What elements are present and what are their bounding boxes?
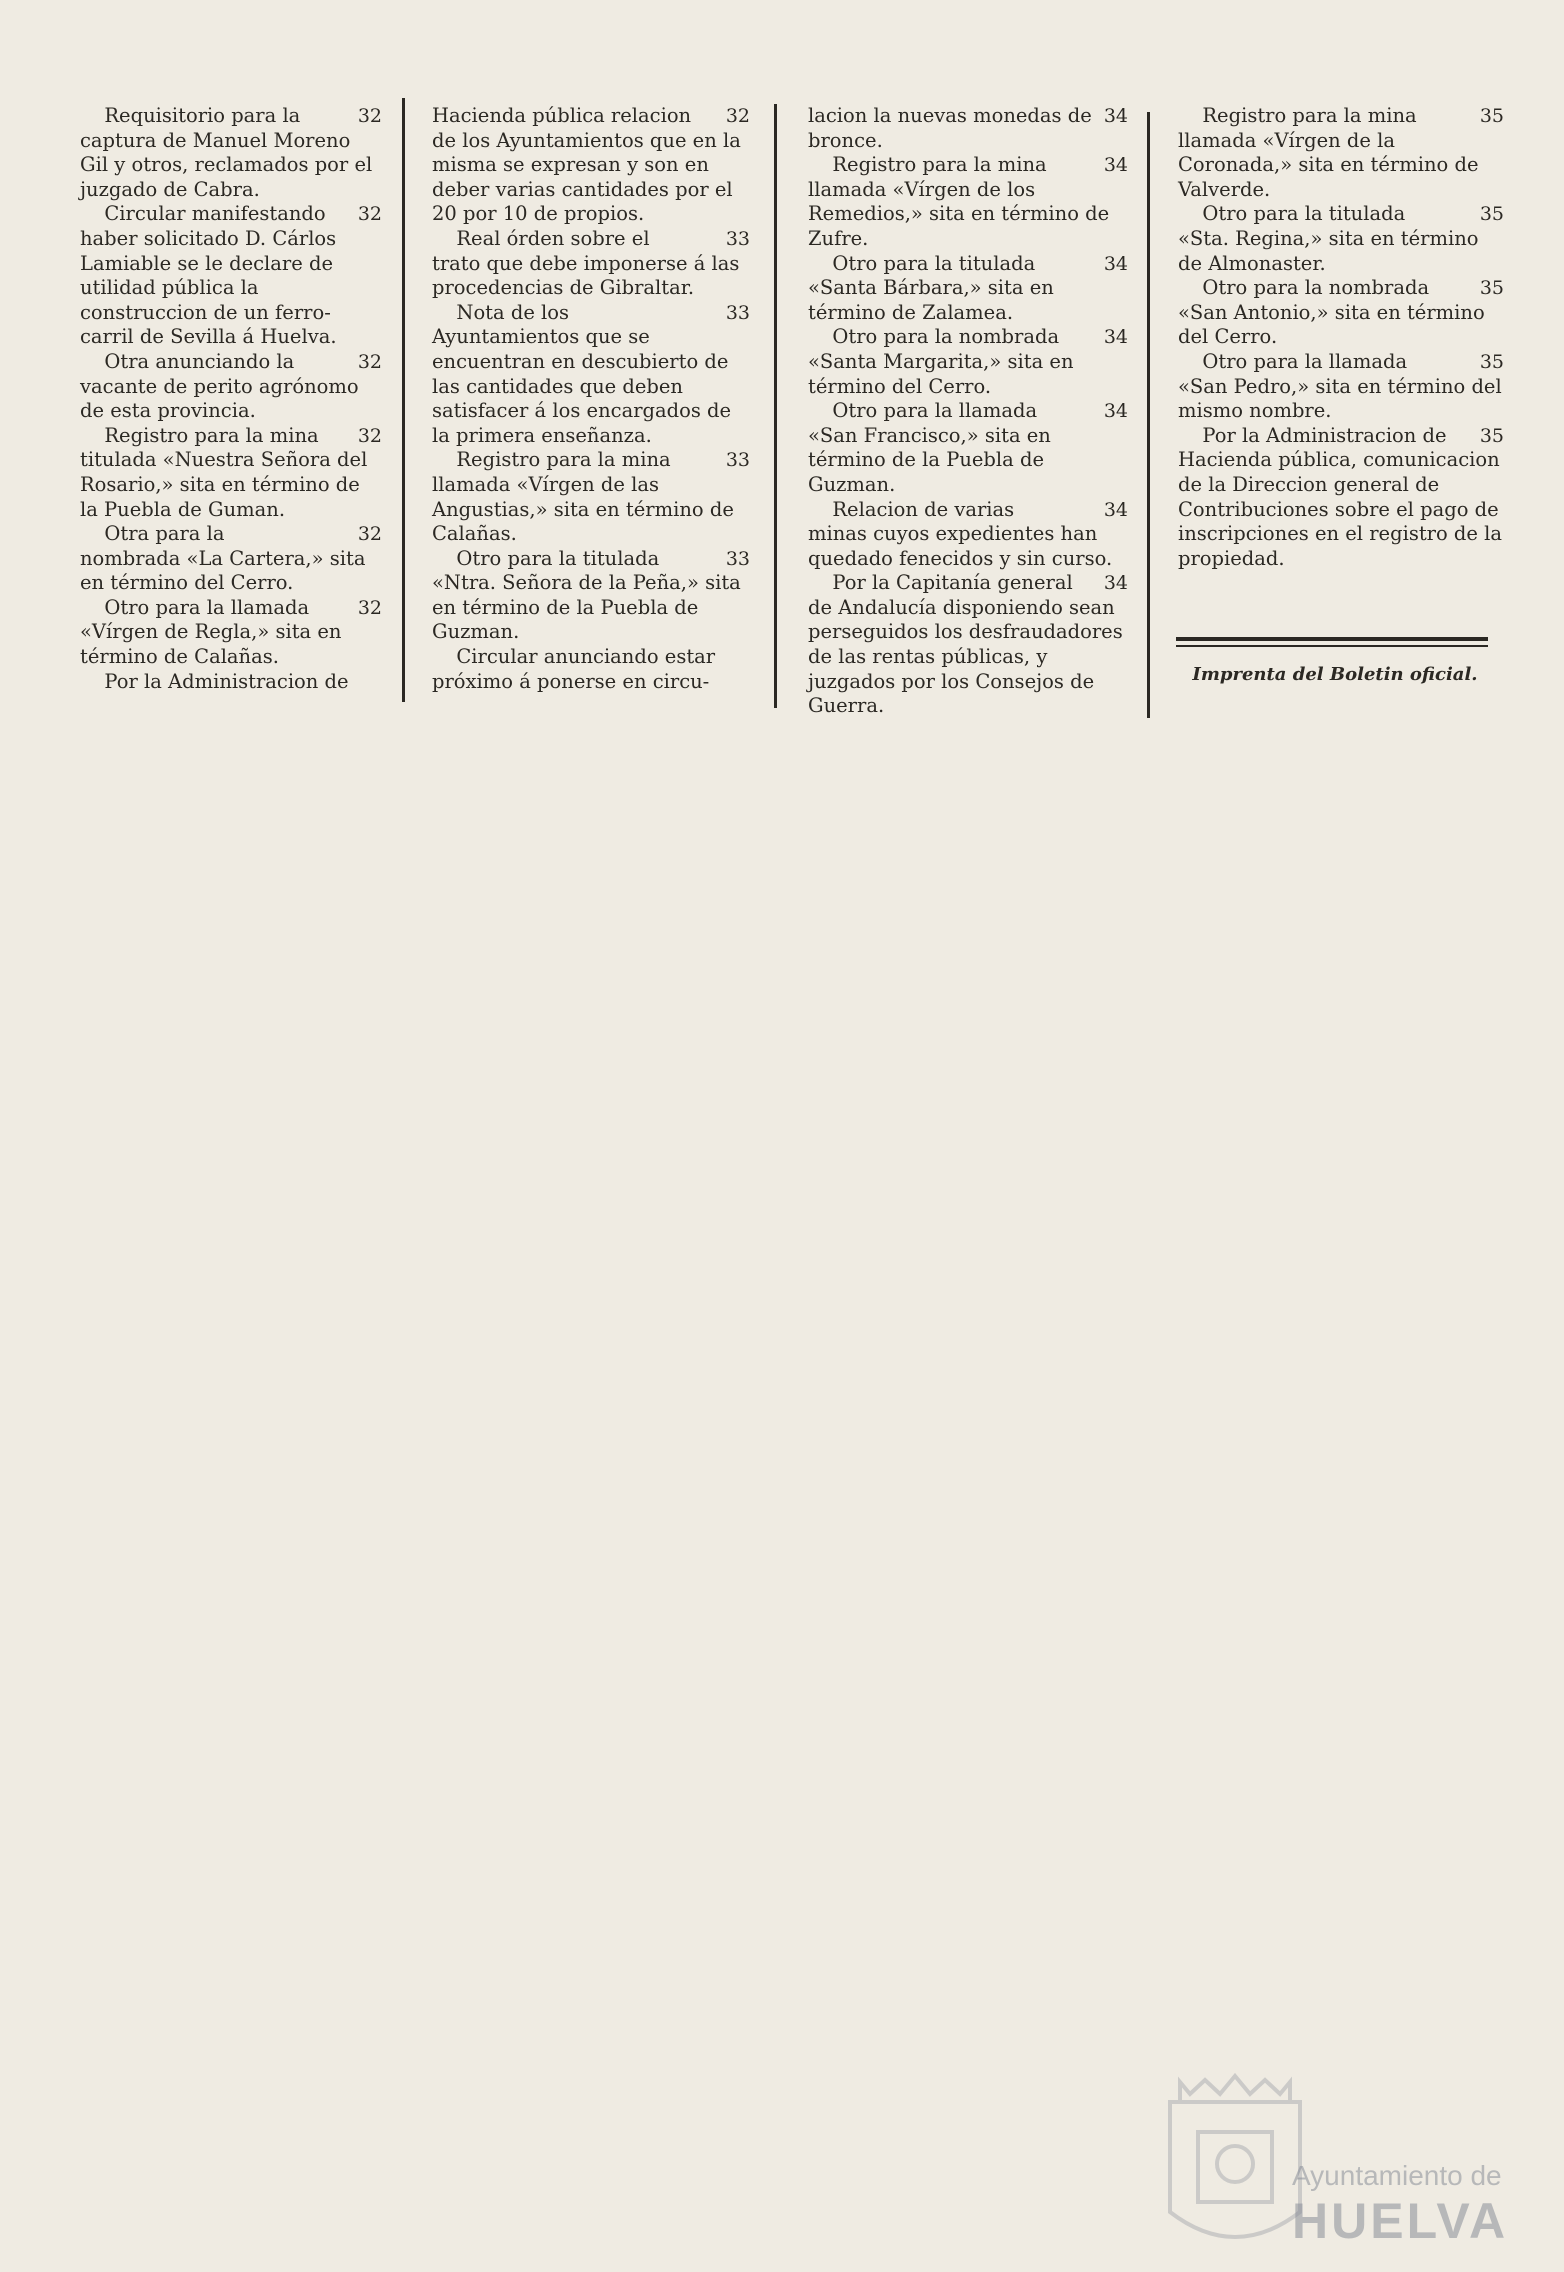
index-entry	[808, 252, 1128, 326]
index-column-2	[432, 104, 750, 694]
page-number: 34	[1103, 326, 1128, 349]
entry-text: Real órden sobre el trato que debe imponerse á las procedencias de Gibraltar.	[432, 226, 740, 300]
page-number: 35	[1479, 350, 1504, 373]
index-entry	[808, 153, 1128, 251]
entry-text: Otro para la nombrada «Santa Margarita,» sita en término del Cerro.	[808, 325, 1074, 398]
entry-text: Otro para la titulada «Sta. Regina,» sita en término de Almonaster.	[1178, 202, 1479, 275]
page-number: 33	[725, 227, 750, 250]
entry-text: Otra para la nombrada «La Cartera,» sita en término del Cerro.	[80, 522, 366, 595]
page-number: 34	[1103, 498, 1128, 521]
page-number: 35	[1479, 277, 1504, 300]
index-entry	[432, 227, 750, 301]
footer-rule	[1176, 645, 1488, 647]
footer-rule	[1176, 637, 1488, 641]
entry-text: Otro para la nombrada «San Antonio,» sita en término del Cerro.	[1178, 276, 1485, 349]
entry-text: Otro para la llamada «San Francisco,» sita en término de la Puebla de Guzman.	[808, 399, 1051, 496]
entry-text: Registro para la mina llamada «Vírgen de las Angustias,» sita en término de Calañas.	[432, 448, 734, 546]
index-entry	[808, 325, 1128, 399]
index-entry	[432, 645, 750, 694]
page-number: 32	[725, 105, 750, 127]
index-entry	[1178, 350, 1504, 424]
page-number: 34	[1103, 154, 1128, 177]
column-rule	[774, 104, 777, 708]
entry-text: Por la Administracion de	[104, 669, 349, 693]
entry-text: Requisitorio para la captura de Manuel Moreno Gil y otros, reclamados por el juzgado de Cabra.	[80, 104, 373, 201]
page-number: 32	[357, 523, 382, 546]
page-number: 34	[1103, 572, 1128, 595]
page-number: 34	[1103, 252, 1128, 275]
entry-text: Registro para la mina llamada «Vírgen de los Remedios,» sita en término de Zufre.	[808, 153, 1110, 250]
index-column-3	[808, 104, 1128, 719]
page-number: 33	[725, 301, 750, 324]
index-entry	[80, 202, 382, 350]
entry-text: Por la Administracion de Hacienda pública, comunicacion de la Direccion general de Contribuciones sobre el pago de inscripciones en el registro de la propiedad.	[1178, 423, 1503, 570]
page-number: 33	[725, 449, 750, 472]
page-number: 32	[357, 596, 382, 619]
index-entry	[432, 547, 750, 645]
index-entry	[808, 498, 1128, 572]
index-entry	[432, 448, 750, 546]
index-entry	[432, 104, 750, 227]
index-entry	[80, 424, 382, 522]
index-column-4	[1178, 104, 1504, 571]
watermark-line2: HUELVA	[1292, 2193, 1509, 2249]
page-number: 32	[357, 350, 382, 373]
index-entry	[80, 522, 382, 596]
index-entry	[1178, 276, 1504, 350]
column-rule	[1147, 112, 1150, 718]
watermark-line1: Ayuntamiento de	[1292, 2160, 1502, 2191]
index-entry	[1178, 424, 1504, 572]
entry-text: Otro para la titulada «Ntra. Señora de la Peña,» sita en término de la Puebla de Guzman.	[432, 546, 741, 644]
entry-text: Registro para la mina llamada «Vírgen de la Coronada,» sita en término de Valverde.	[1178, 104, 1479, 201]
page-number: 35	[1479, 424, 1504, 447]
page-number: 32	[357, 424, 382, 447]
entry-text: Relacion de varias minas cuyos expedientes han quedado fenecidos y sin curso.	[808, 497, 1113, 570]
entry-text: Registro para la mina titulada «Nuestra Señora del Rosario,» sita en término de la Puebla de Guman.	[80, 423, 368, 521]
index-entry	[80, 104, 382, 202]
page-number: 32	[357, 203, 382, 226]
index-entry	[808, 571, 1128, 719]
entry-text: Hacienda pública relacion de los Ayuntamientos que en la misma se expresan y son en deber varias cantidades por el 20 por 10 de propios.	[432, 104, 741, 226]
entry-text: Por la Capitanía general de Andalucía disponiendo sean perseguidos los desfraudadores de las rentas públicas, y juzgados por los Consejos de Guerra.	[808, 571, 1123, 718]
index-entry	[80, 670, 382, 695]
page-number: 32	[357, 105, 382, 127]
entry-text: lacion la nuevas monedas de bronce.	[808, 104, 1092, 152]
entry-text: Otro para la llamada «Vírgen de Regla,» sita en término de Calañas.	[80, 595, 342, 669]
entry-text: Otro para la llamada «San Pedro,» sita en término del mismo nombre.	[1178, 349, 1502, 423]
page-number: 33	[725, 547, 750, 570]
index-entry	[808, 399, 1128, 497]
page-number: 35	[1479, 203, 1504, 226]
page-number: 35	[1479, 105, 1504, 127]
imprenta-line: Imprenta del Boletin oficial.	[1192, 664, 1478, 685]
index-entry	[808, 104, 1128, 153]
index-entry	[80, 596, 382, 670]
entry-text: Circular manifestando haber solicitado D. Cárlos Lamiable se le declare de utilidad pública la construccion de un ferro-carril de Sevilla á Huelva.	[80, 202, 337, 349]
page-number: 34	[1103, 400, 1128, 423]
index-column-1	[80, 104, 382, 694]
page-number: 34	[1103, 105, 1128, 127]
entry-text: Otra anunciando la vacante de perito agrónomo de esta provincia.	[80, 349, 359, 423]
column-rule	[402, 98, 405, 702]
entry-text: Nota de los Ayuntamientos que se encuentran en descubierto de las cantidades que deben satisfacer á los encargados de la primera enseñanza.	[432, 300, 732, 447]
index-entry	[1178, 202, 1504, 276]
entry-text: Otro para la titulada «Santa Bárbara,» sita en término de Zalamea.	[808, 251, 1054, 324]
entry-text: Circular anunciando estar próximo á ponerse en circu-	[432, 645, 716, 693]
index-entry	[1178, 104, 1504, 202]
index-entry	[80, 350, 382, 424]
index-entry	[432, 301, 750, 449]
